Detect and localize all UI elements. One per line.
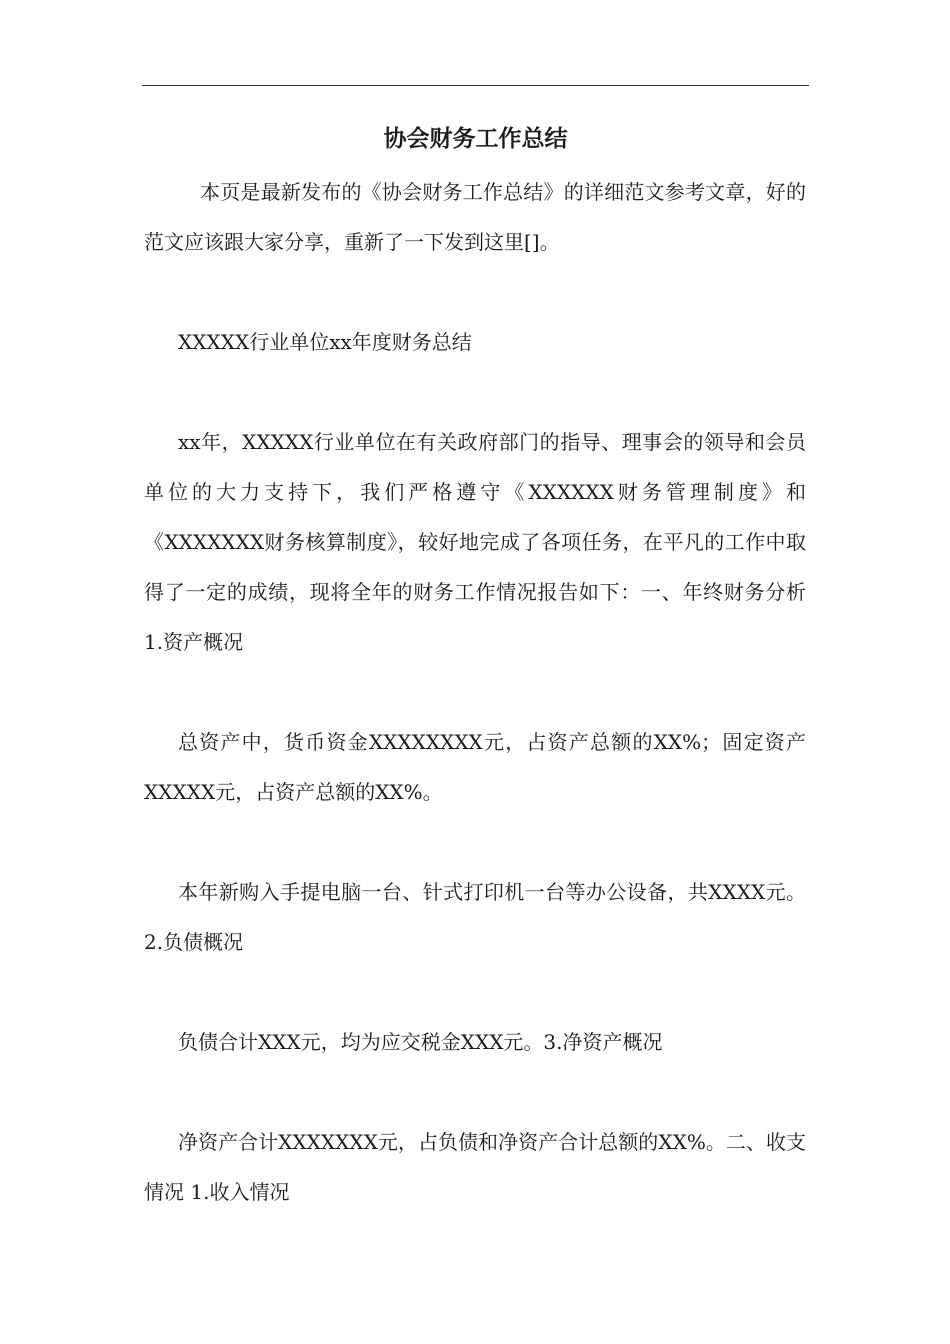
body-paragraph: 净资产合计XXXXXXX元，占负债和净资产合计总额的XX%。二、收支情况 1.收入情况: [144, 1130, 806, 1204]
document-title: 协会财务工作总结: [383, 125, 568, 152]
body-paragraph: 负债合计XXX元，均为应交税金XXX元。3.净资产概况: [178, 1030, 663, 1054]
body-paragraph: 本年新购入手提电脑一台、针式打印机一台等办公设备，共XXXX元。2.负债概况: [144, 880, 806, 954]
header-divider: [142, 85, 809, 86]
section-heading: XXXXX行业单位xx年度财务总结: [178, 330, 472, 354]
body-paragraph: xx年，XXXXX行业单位在有关政府部门的指导、理事会的领导和会员单位的大力支持下，我们严格遵守《XXXXXX财务管理制度》和《XXXXXXX财务核算制度》，较好地完成了各项任务，在平凡的工作中取得了一定的成绩，现将全年的财务工作情况报告如下：一、年终财务分析 1.资产概况: [144, 430, 806, 654]
document-body: [144, 167, 806, 1267]
body-paragraph: 总资产中，货币资金XXXXXXXX元，占资产总额的XX%；固定资产XXXXX元，占资产总额的XX%。: [144, 730, 806, 804]
intro-paragraph: 本页是最新发布的《协会财务工作总结》的详细范文参考文章，好的范文应该跟大家分享，重新了一下发到这里[]。: [144, 180, 806, 254]
